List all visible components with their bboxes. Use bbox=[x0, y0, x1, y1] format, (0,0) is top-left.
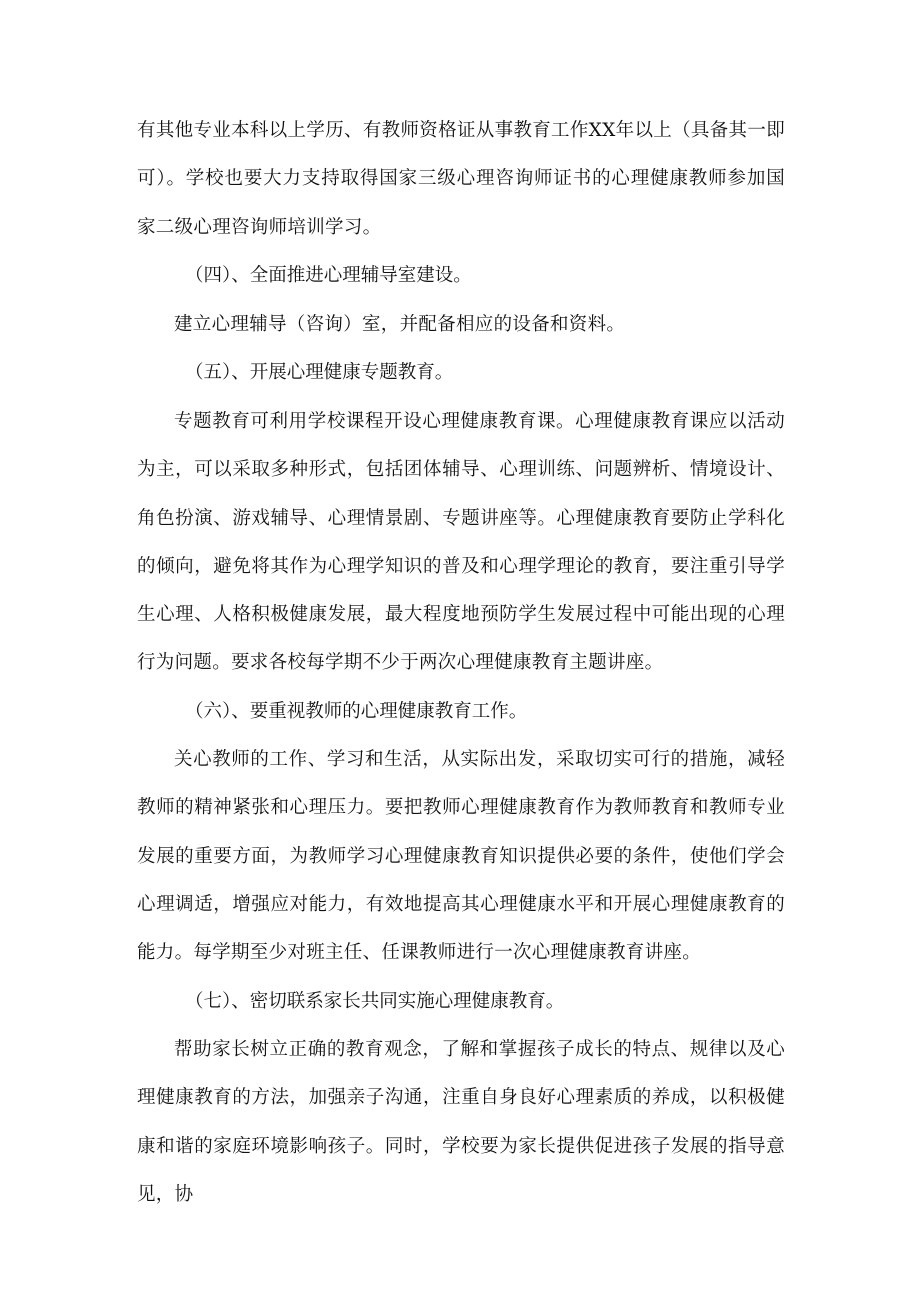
heading-section-4: （四）、全面推进心理辅导室建设。 bbox=[185, 265, 472, 286]
heading-section-7: （七）、密切联系家长共同实施心理健康教育。 bbox=[185, 991, 565, 1012]
paragraph-section-6: 关心教师的工作、学习和生活，从实际出发，采取切实可行的措施，减轻教师的精神紧张和心理压力。要把教师心理健康教育作为教师教育和教师专业发展的重要方面，为教师学习心理健康教育知识提供必要的条件，使他们学会心理调适，增强应对能力，有效地提高其心理健康水平和开展心理健康教育的能力。每学期至少对班主任、任课教师进行一次心理健康教育讲座。 bbox=[137, 749, 785, 964]
paragraph-section-5: 专题教育可利用学校课程开设心理健康教育课。心理健康教育课应以活动为主，可以采取多种形式，包括团体辅导、心理训练、问题辨析、情境设计、角色扮演、游戏辅导、心理情景剧、专题讲座等。心理健康教育要防止学科化的倾向，避免将其作为心理学知识的普及和心理学理论的教育，要注重引导学生心理、人格积极健康发展，最大程度地预防学生发展过程中可能出现的心理行为问题。要求各校每学期不少于两次心理健康教育主题讲座。 bbox=[137, 411, 785, 674]
heading-section-6: （六）、要重视教师的心理健康教育工作。 bbox=[185, 701, 528, 722]
heading-section-5: （五）、开展心理健康专题教育。 bbox=[185, 362, 454, 383]
paragraph-section-7: 帮助家长树立正确的教育观念，了解和掌握孩子成长的特点、规律以及心理健康教育的方法，加强亲子沟通，注重自身良好心理素质的养成，以积极健康和谐的家庭环境影响孩子。同时，学校要为家长提供促进孩子发展的指导意见，协 bbox=[137, 1039, 785, 1205]
paragraph-section-4: 建立心理辅导（咨询）室，并配备相应的设备和资料。 bbox=[174, 314, 626, 335]
paragraph-continued: 有其他专业本科以上学历、有教师资格证从事教育工作XX年以上（具备其一即可）。学校也要大力支持取得国家三级心理咨询师证书的心理健康教师参加国家二级心理咨询师培训学习。 bbox=[137, 120, 785, 238]
